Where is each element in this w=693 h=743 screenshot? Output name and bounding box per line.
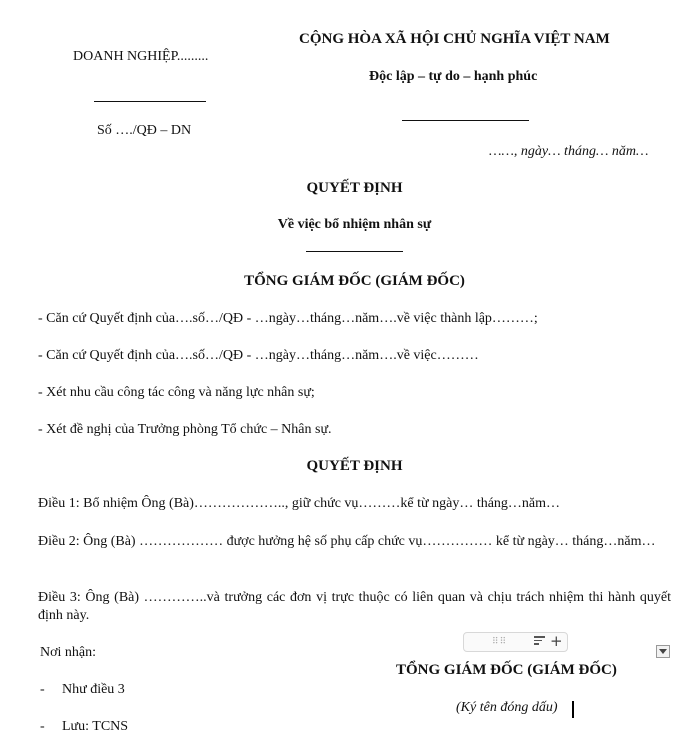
add-icon[interactable]: + xyxy=(550,632,563,650)
article-3: Điều 3: Ông (Bà) …………..và trưởng các đơn vị trực thuộc có liên quan và chịu trách nhiệm thi hành quyết định này. xyxy=(38,590,671,623)
chevron-down-icon[interactable] xyxy=(656,645,670,658)
subject-underline xyxy=(306,251,403,252)
article-2: Điều 2: Ông (Bà) ……………… được hưởng hệ số phụ cấp chức vụ…………… kể từ ngày… tháng…năm… xyxy=(38,534,656,549)
table-move-toolbar[interactable] xyxy=(463,632,568,652)
national-motto: Độc lập – tự do – hạnh phúc xyxy=(369,69,538,84)
decision-subject: Về việc bổ nhiệm nhân sự xyxy=(277,217,432,232)
recipient-item: Như điều 3 xyxy=(62,682,125,697)
basis-1: - Căn cứ Quyết định của….số…/QĐ - …ngày…tháng…năm….về việc thành lập………; xyxy=(38,311,538,326)
recipient-bullet: - xyxy=(40,719,45,734)
drag-handle-icon[interactable]: ⠿⠿ xyxy=(492,636,508,646)
article-1: Điều 1: Bổ nhiệm Ông (Bà)……………….., giữ chức vụ………kể từ ngày… tháng…năm… xyxy=(38,496,561,511)
decision-title: QUYẾT ĐỊNH xyxy=(306,180,403,196)
text-cursor xyxy=(572,701,574,718)
basis-2: - Căn cứ Quyết định của….số…/QĐ - …ngày…tháng…năm….về việc……… xyxy=(38,348,479,363)
document-number: Số …./QĐ – DN xyxy=(97,123,192,138)
decision-heading: QUYẾT ĐỊNH xyxy=(306,458,403,474)
recipients-label: Nơi nhận: xyxy=(40,645,97,660)
signature-note: (Ký tên đóng dấu) xyxy=(456,700,558,715)
motto-underline xyxy=(402,120,529,121)
issuing-authority: TỔNG GIÁM ĐỐC (GIÁM ĐỐC) xyxy=(244,273,465,289)
signature-title: TỔNG GIÁM ĐỐC (GIÁM ĐỐC) xyxy=(396,662,617,678)
place-date: ……, ngày… tháng… năm… xyxy=(489,144,649,159)
company-underline xyxy=(94,101,206,102)
align-lines-icon[interactable] xyxy=(534,636,545,647)
basis-3: - Xét nhu cầu công tác công và năng lực nhân sự; xyxy=(38,385,315,400)
company-name: DOANH NGHIỆP......... xyxy=(73,49,209,64)
recipient-item: Lưu: TCNS xyxy=(62,719,129,734)
recipient-bullet: - xyxy=(40,682,45,697)
country-name: CỘNG HÒA XÃ HỘI CHỦ NGHĨA VIỆT NAM xyxy=(299,31,610,47)
basis-4: - Xét đề nghị của Trưởng phòng Tổ chức – Nhân sự. xyxy=(38,422,332,437)
